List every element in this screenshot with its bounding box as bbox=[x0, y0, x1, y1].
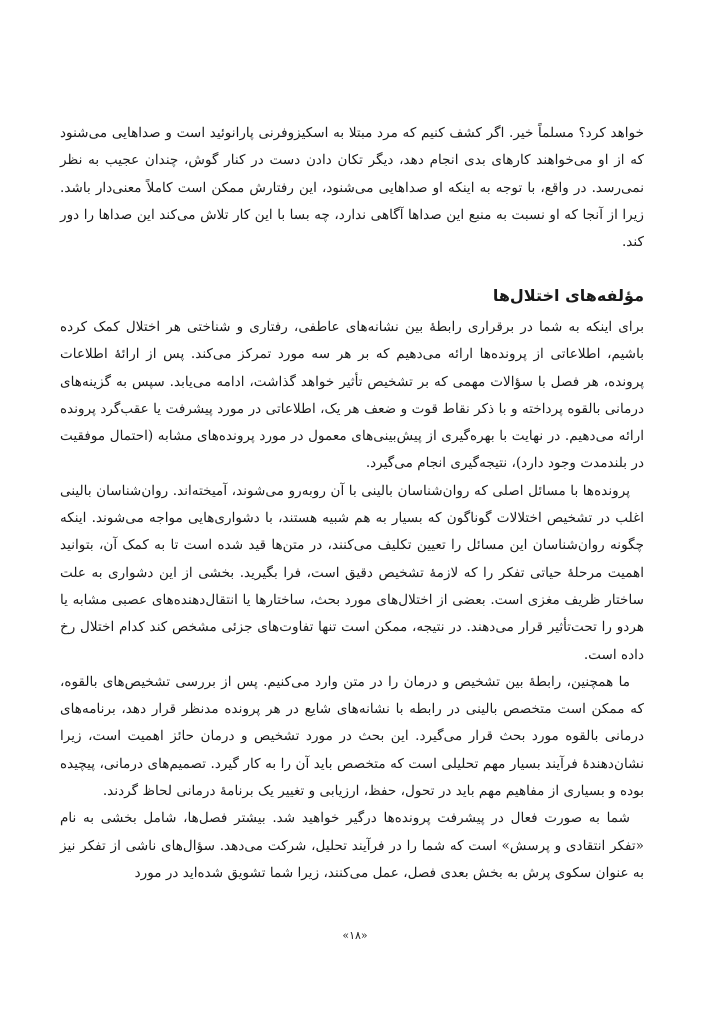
page-number: «۱۸» bbox=[342, 929, 368, 942]
intro-paragraph: خواهد کرد؟ مسلماً خیر. اگر کشف کنیم که مرد مبتلا به اسکیزوفرنی پارانوئید است و صداهایی می‌شنود که از او می‌خواهند کارهای بدی انجام دهد، دیگر تکان دادن دست در کنار گوش، چندان عجیب به نظر نمی‌رسد. در واقع، با توجه به اینکه او صداهایی می‌شنود، این رفتارش ممکن است کاملاً معنی‌دار باشد. زیرا از آنجا که او نسبت به منبع این صداها آگاهی ندارد، چه بسا با این کار تلاش می‌کند این صداها را دور کند. bbox=[60, 125, 644, 251]
intro-paragraph-block bbox=[60, 120, 644, 256]
body-paragraph: ما همچنین، رابطهٔ بین تشخیص و درمان را در متن وارد می‌کنیم. پس از بررسی تشخیص‌های بالقوه، که ممکن است متخصص بالینی در رابطه با نشانه‌های شایع در هر پرونده مدنظر قرار دهد، برنامه‌های درمانی بالقوه مورد بحث قرار می‌گیرد. این بحث در مورد تشخیص و درمان حائز اهمیت است، زیرا نشان‌دهندهٔ فرآیند بسیار مهم تحلیلی است که متخصص باید آن را به کار گیرد. تصمیم‌های درمانی، پیچیده بوده و بسیاری از مفاهیم مهم باید در تحول، حفظ، ارزیابی و تغییر یک برنامهٔ درمانی لحاظ گردند. bbox=[60, 673, 644, 800]
body-paragraph: برای اینکه به شما در برقراری رابطهٔ بین نشانه‌های عاطفی، رفتاری و شناختی هر اختلال کمک کرده باشیم، اطلاعاتی از پرونده‌ها ارائه می‌دهیم که بر هر سه مورد تمرکز می‌کند. پس از ارائهٔ اطلاعات پرونده، هر فصل با سؤالات مهمی که بر تشخیص تأثیر خواهد گذاشت، ادامه می‌یابد. سپس به گزینه‌های درمانی بالقوه پرداخته و با ذکر نقاط قوت و ضعف هر یک، اطلاعاتی در مورد پیشرفت یا عقب‌گرد پرونده ارائه می‌دهیم. در نهایت با بهره‌گیری از پیش‌بینی‌های معمول در مورد پرونده‌های مشابه (احتمال موفقیت در بلندمدت وجود دارد)، نتیجه‌گیری انجام می‌گیرد. bbox=[60, 319, 644, 472]
section-heading: مؤلفه‌های اختلال‌ها bbox=[492, 286, 644, 305]
section-body bbox=[60, 314, 644, 887]
body-paragraph: پرونده‌ها با مسائل اصلی که روان‌شناسان بالینی با آن روبه‌رو می‌شوند، آمیخته‌اند. روان‌شناسان بالینی اغلب در تشخیص اختلالات گوناگون که بسیار به هم شبیه هستند، با دشواری‌هایی مواجه می‌شوند. اینکه چگونه روان‌شناسان این مسائل را تعیین تکلیف می‌کنند، در متن‌ها قید شده است تا به کمک آن، بتوانید اهمیت مرحلهٔ حیاتی تفکر را که لازمهٔ تشخیص دقیق است، فرا بگیرید. بخشی از این دشواری به علت ساختار ظریف مغزی است. بعضی از اختلال‌های مورد بحث، ساختارها یا انتقال‌دهنده‌های عصبی مشابه یا هردو را تحت‌تأثیر قرار می‌دهند. در نتیجه، ممکن است تنها تفاوت‌های جزئی مشخص کند کدام اختلال رخ داده است. bbox=[60, 482, 644, 663]
body-paragraph: شما به صورت فعال در پیشرفت پرونده‌ها درگیر خواهید شد. بیشتر فصل‌ها، شامل بخشی به نام «تفکر انتقادی و پرسش» است که شما را در فرآیند تحلیل، شرکت می‌دهد. سؤال‌های ناشی از تفکر نیز به عنوان سکوی پرش به بخش بعدی فصل، عمل می‌کنند، زیرا شما تشویق شده‌اید در مورد bbox=[60, 810, 644, 881]
